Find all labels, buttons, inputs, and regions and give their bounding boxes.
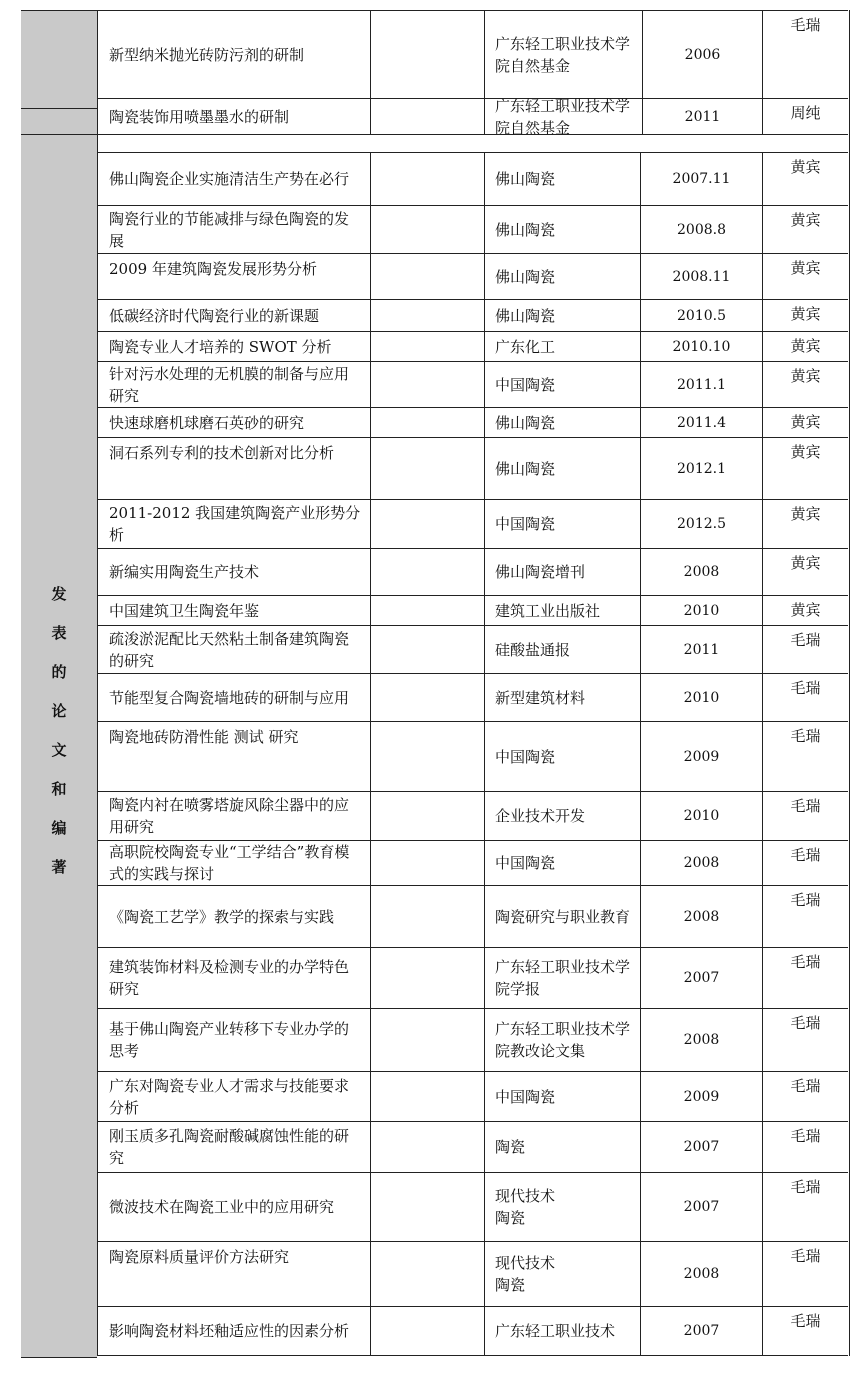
year-cell: 2006: [643, 11, 763, 98]
table-row: [97, 1306, 848, 1356]
paper-title-cell: 陶瓷地砖防滑性能 测试 研究: [97, 722, 371, 791]
year-cell: 2012.1: [641, 438, 763, 499]
table-row: [97, 499, 848, 548]
table-row: [97, 361, 848, 407]
paper-title-cell: 2011-2012 我国建筑陶瓷产业形势分析: [97, 500, 371, 548]
table-row: [97, 10, 848, 98]
author-cell: 毛瑞: [790, 1247, 821, 1265]
paper-title-cell: 2009 年建筑陶瓷发展形势分析: [97, 254, 371, 299]
publisher-cell: 建筑工业出版社: [485, 596, 641, 625]
year-cell: 2011: [643, 99, 763, 134]
author-cell: 黄宾: [790, 259, 821, 277]
publisher-cell: 中国陶瓷: [485, 500, 641, 548]
row-divider: [21, 108, 97, 109]
year-cell: 2007: [641, 948, 763, 1008]
author-cell: 黄宾: [790, 413, 821, 431]
empty-cell: [371, 626, 485, 673]
table-row: [97, 721, 848, 791]
author-cell: 毛瑞: [790, 846, 821, 864]
year-cell: 2010: [641, 792, 763, 840]
year-cell: 2011.4: [641, 408, 763, 437]
paper-title-cell: 高职院校陶瓷专业“工学结合”教育模式的实践与探讨: [97, 841, 371, 885]
empty-cell: [371, 792, 485, 840]
empty-cell: [371, 438, 485, 499]
empty-cell: [371, 408, 485, 437]
year-cell: 2007: [641, 1173, 763, 1241]
section-label-char: 表: [51, 624, 67, 642]
empty-cell: [371, 1307, 485, 1355]
section-label-char: 著: [51, 858, 67, 876]
table-row: [97, 1121, 848, 1172]
table-row: [97, 437, 848, 499]
year-cell: 2010.5: [641, 300, 763, 331]
table-row: [97, 673, 848, 721]
empty-cell: [371, 549, 485, 595]
author-cell: 黄宾: [790, 211, 821, 229]
section-label-char: 论: [51, 702, 67, 720]
empty-cell: [371, 1173, 485, 1241]
publisher-cell: 佛山陶瓷增刊: [485, 549, 641, 595]
empty-cell: [371, 674, 485, 721]
paper-title-cell: 洞石系列专利的技术创新对比分析: [97, 438, 371, 499]
year-cell: 2008: [641, 1242, 763, 1306]
table-row: [97, 299, 848, 331]
year-cell: 2012.5: [641, 500, 763, 548]
table-row: [97, 625, 848, 673]
section-label-char: 发: [51, 585, 67, 603]
author-cell: 毛瑞: [790, 1178, 821, 1196]
empty-cell: [371, 1122, 485, 1172]
author-cell: 毛瑞: [790, 631, 821, 649]
paper-title-cell: 中国建筑卫生陶瓷年鉴: [97, 596, 371, 625]
author-cell: 毛瑞: [790, 1014, 821, 1032]
table-row: [97, 96, 848, 137]
table-row: [97, 791, 848, 840]
author-cell: 黄宾: [790, 367, 821, 385]
author-cell: 黄宾: [790, 158, 821, 176]
empty-cell: [371, 948, 485, 1008]
paper-title-cell: 影响陶瓷材料坯釉适应性的因素分析: [97, 1307, 371, 1355]
publisher-cell: 佛山陶瓷: [485, 438, 641, 499]
paper-title-cell: 微波技术在陶瓷工业中的应用研究: [97, 1173, 371, 1241]
author-cell: 毛瑞: [790, 797, 821, 815]
publisher-cell: 佛山陶瓷: [485, 153, 641, 205]
year-cell: 2010: [641, 596, 763, 625]
year-cell: 2008: [641, 886, 763, 947]
publisher-cell: 中国陶瓷: [485, 722, 641, 791]
table-row: [97, 885, 848, 947]
table-row: [97, 1172, 848, 1241]
paper-title-cell: 快速球磨机球磨石英砂的研究: [97, 408, 371, 437]
year-cell: 2008: [641, 841, 763, 885]
author-cell: 毛瑞: [790, 727, 821, 745]
publisher-cell: 陶瓷研究与职业教育: [485, 886, 641, 947]
table-row: [97, 331, 848, 361]
publisher-cell: 现代技术 陶瓷: [485, 1173, 641, 1241]
paper-title-cell: 新编实用陶瓷生产技术: [97, 549, 371, 595]
author-cell: 黄宾: [790, 601, 821, 619]
section-label-char: 文: [51, 741, 67, 759]
empty-cell: [371, 500, 485, 548]
year-cell: 2008: [641, 549, 763, 595]
author-cell: 毛瑞: [790, 1312, 821, 1330]
author-cell: 黄宾: [790, 337, 821, 355]
publisher-cell: 中国陶瓷: [485, 362, 641, 407]
table-row: [97, 548, 848, 595]
year-cell: 2009: [641, 722, 763, 791]
publisher-cell: 广东轻工职业技术学院教改论文集: [485, 1009, 641, 1071]
table-row: [97, 1241, 848, 1306]
publisher-cell: 广东化工: [485, 332, 641, 361]
table-row: [97, 152, 848, 205]
paper-title-cell: 《陶瓷工艺学》教学的探索与实践: [97, 886, 371, 947]
table-row: [97, 947, 848, 1008]
paper-title-cell: 陶瓷装饰用喷墨墨水的研制: [97, 99, 371, 134]
year-cell: 2009: [641, 1072, 763, 1121]
author-cell: 毛瑞: [790, 1077, 821, 1095]
author-cell: 毛瑞: [790, 1127, 821, 1145]
year-cell: 2008.11: [641, 254, 763, 299]
paper-title-cell: 刚玉质多孔陶瓷耐酸碱腐蚀性能的研究: [97, 1122, 371, 1172]
empty-cell: [371, 886, 485, 947]
author-cell: 毛瑞: [790, 679, 821, 697]
author-cell: 周纯: [790, 104, 821, 122]
year-cell: 2010: [641, 674, 763, 721]
empty-cell: [371, 596, 485, 625]
section-label-char: 编: [51, 819, 67, 837]
paper-title-cell: 建筑装饰材料及检测专业的办学特色研究: [97, 948, 371, 1008]
author-cell: 毛瑞: [790, 953, 821, 971]
author-cell: 黄宾: [790, 305, 821, 323]
paper-title-cell: 佛山陶瓷企业实施清洁生产势在必行: [97, 153, 371, 205]
separator-row: [97, 134, 848, 152]
author-cell: 毛瑞: [790, 891, 821, 909]
empty-cell: [371, 300, 485, 331]
empty-cell: [371, 1072, 485, 1121]
table-row: [97, 840, 848, 885]
paper-title-cell: 针对污水处理的无机膜的制备与应用研究: [97, 362, 371, 407]
empty-cell: [371, 1009, 485, 1071]
section-label-char: 和: [51, 780, 67, 798]
publisher-cell: 佛山陶瓷: [485, 408, 641, 437]
author-cell: 毛瑞: [790, 16, 821, 34]
year-cell: 2007: [641, 1122, 763, 1172]
section-label-cell: [21, 134, 97, 1358]
publisher-cell: 陶瓷: [485, 1122, 641, 1172]
paper-title-cell: 基于佛山陶瓷产业转移下专业办学的思考: [97, 1009, 371, 1071]
table-row: [97, 205, 848, 253]
empty-cell: [371, 722, 485, 791]
empty-cell: [371, 841, 485, 885]
empty-cell: [371, 99, 485, 134]
empty-cell: [371, 11, 485, 98]
table-row: [97, 407, 848, 437]
publisher-cell: 中国陶瓷: [485, 1072, 641, 1121]
section-label-char: 的: [51, 663, 67, 681]
author-cell: 黄宾: [790, 554, 821, 572]
year-cell: 2007.11: [641, 153, 763, 205]
year-cell: 2008.8: [641, 206, 763, 253]
paper-title-cell: 陶瓷原料质量评价方法研究: [97, 1242, 371, 1306]
publisher-cell: 中国陶瓷: [485, 841, 641, 885]
table-row: [97, 253, 848, 299]
section-label: [21, 575, 97, 887]
year-cell: 2007: [641, 1307, 763, 1355]
publisher-cell: 现代技术 陶瓷: [485, 1242, 641, 1306]
year-cell: 2011: [641, 626, 763, 673]
year-cell: 2008: [641, 1009, 763, 1071]
author-cell: 黄宾: [790, 505, 821, 523]
paper-title-cell: 陶瓷行业的节能减排与绿色陶瓷的发展: [97, 206, 371, 253]
empty-cell: [371, 332, 485, 361]
paper-title-cell: 广东对陶瓷专业人才需求与技能要求分析: [97, 1072, 371, 1121]
table-row: [97, 1008, 848, 1071]
paper-title-cell: 陶瓷内衬在喷雾塔旋风除尘器中的应用研究: [97, 792, 371, 840]
paper-title-cell: 疏浚淤泥配比天然粘土制备建筑陶瓷的研究: [97, 626, 371, 673]
empty-cell: [371, 206, 485, 253]
publisher-cell: 佛山陶瓷: [485, 300, 641, 331]
author-cell: 黄宾: [790, 443, 821, 461]
table-row: [97, 595, 848, 625]
publisher-cell: 广东轻工职业技术学院自然基金: [485, 99, 643, 134]
publisher-cell: 企业技术开发: [485, 792, 641, 840]
publisher-cell: 新型建筑材料: [485, 674, 641, 721]
year-cell: 2010.10: [641, 332, 763, 361]
year-cell: 2011.1: [641, 362, 763, 407]
publisher-cell: 广东轻工职业技术学院学报: [485, 948, 641, 1008]
publisher-cell: 硅酸盐通报: [485, 626, 641, 673]
paper-title-cell: 陶瓷专业人才培养的 SWOT 分析: [97, 332, 371, 361]
publisher-cell: 佛山陶瓷: [485, 206, 641, 253]
publisher-cell: 广东轻工职业技术: [485, 1307, 641, 1355]
empty-cell: [371, 153, 485, 205]
empty-cell: [371, 254, 485, 299]
publisher-cell: 佛山陶瓷: [485, 254, 641, 299]
paper-title-cell: 节能型复合陶瓷墙地砖的研制与应用: [97, 674, 371, 721]
table-row: [97, 1071, 848, 1121]
empty-cell: [371, 1242, 485, 1306]
empty-cell: [371, 362, 485, 407]
section-header-cell: [21, 10, 97, 136]
paper-title-cell: 低碳经济时代陶瓷行业的新课题: [97, 300, 371, 331]
paper-title-cell: 新型纳米抛光砖防污剂的研制: [97, 11, 371, 98]
publisher-cell: 广东轻工职业技术学院自然基金: [485, 11, 643, 98]
